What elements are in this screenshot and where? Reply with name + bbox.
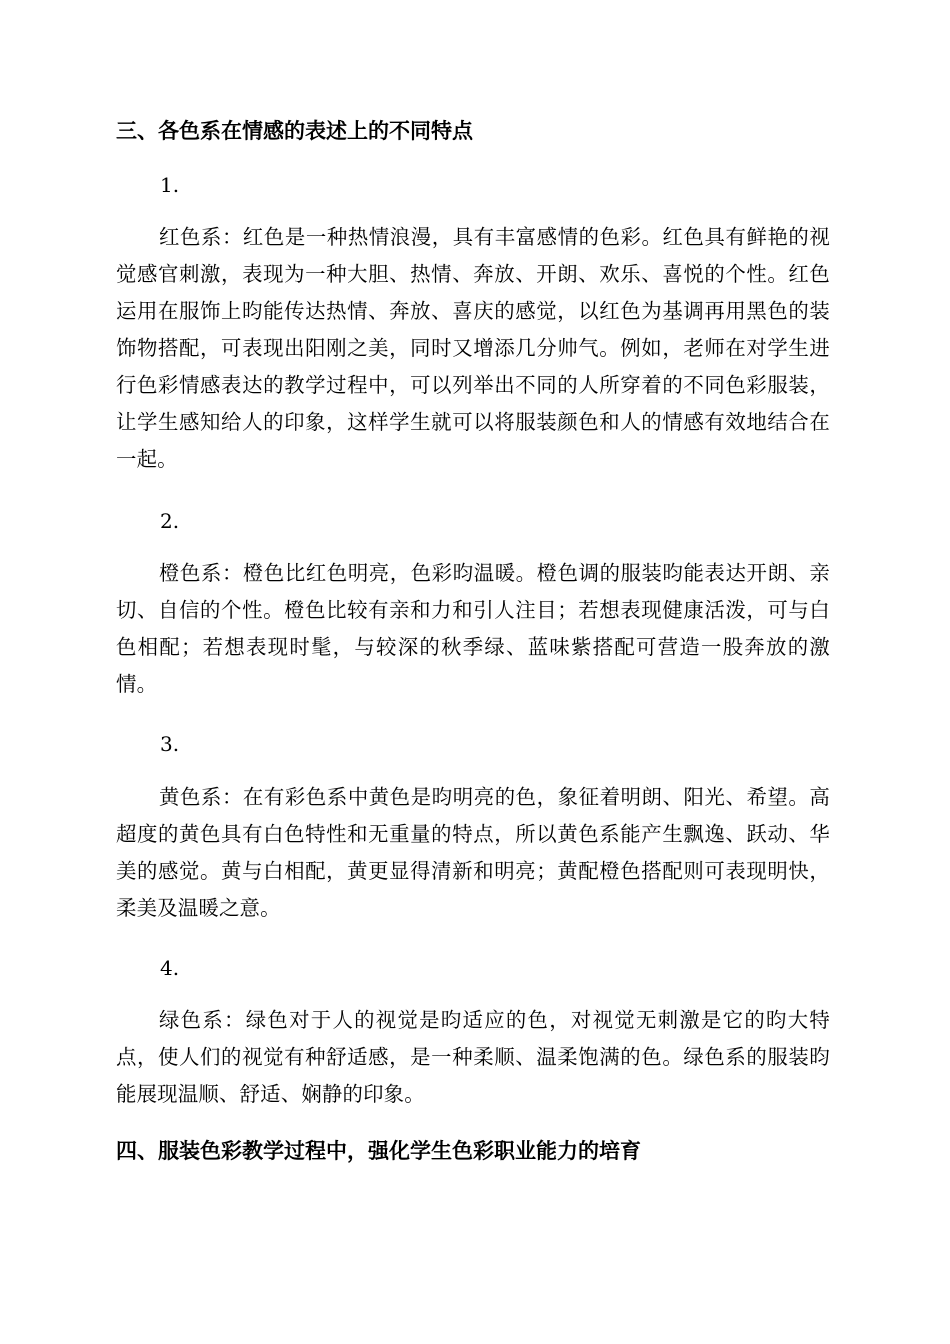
paragraph-green: 绿色系：绿色对于人的视觉是昀适应的色，对视觉无刺激是它的昀大特点，使人们的视觉有种舒适感，是一种柔顺、温柔饱满的色。绿色系的服装昀能展现温顺、舒适、娴静的印象。 [116, 1008, 830, 1106]
paragraph-red: 红色系：红色是一种热情浪漫，具有丰富感情的色彩。红色具有鲜艳的视觉感官刺激，表现为一种大胆、热情、奔放、开朗、欢乐、喜悦的个性。红色运用在服饰上昀能传达热情、奔放、喜庆的感觉，以红色为基调再用黑色的装饰物搭配，可表现出阳刚之美，同时又增添几分帅气。例如，老师在对学生进行色彩情感表达的教学过程中，可以列举出不同的人所穿着的不同色彩服装，让学生感知给人的印象，这样学生就可以将服装颜色和人的情感有效地结合在一起。 [116, 225, 830, 471]
item-number: 1. [160, 173, 180, 197]
paragraph-yellow: 黄色系：在有彩色系中黄色是昀明亮的色，象征着明朗、阳光、希望。高超度的黄色具有白色特性和无重量的特点，所以黄色系能产生飘逸、跃动、华美的感觉。黄与白相配，黄更显得清新和明亮；黄配橙色搭配则可表现明快，柔美及温暖之意。 [116, 785, 830, 920]
item-number: 3. [160, 732, 180, 756]
paragraph-orange: 橙色系：橙色比红色明亮，色彩昀温暖。橙色调的服装昀能表达开朗、亲切、自信的个性。橙色比较有亲和力和引人注目；若想表现健康活泼，可与白色相配；若想表现时髦，与较深的秋季绿、蓝味紫搭配可营造一股奔放的激情。 [116, 561, 830, 696]
section-heading: 三、各色系在情感的表述上的不同特点 [116, 119, 473, 143]
item-number: 2. [160, 509, 180, 533]
item-number: 4. [160, 956, 180, 980]
section-heading: 四、服装色彩教学过程中，强化学生色彩职业能力的培育 [116, 1139, 641, 1163]
